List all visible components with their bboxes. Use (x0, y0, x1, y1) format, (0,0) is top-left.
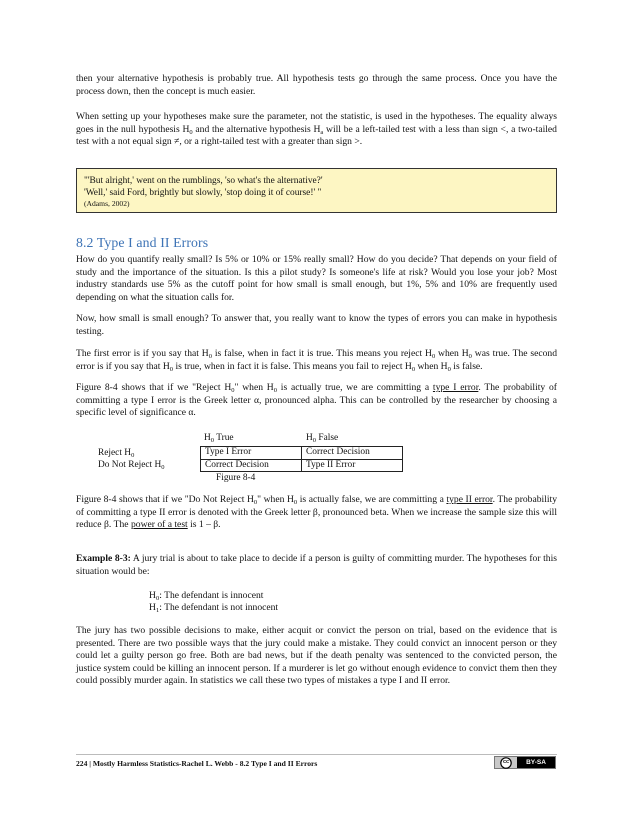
section-paragraph-4: Figure 8-4 shows that if we "Reject $H_0$" when $H_0$ is actually true, we are committing a type I error. The probability of committing a type I error is the Greek letter α, pronounced alpha. This can be controlled by the researcher by choosing a specific level of significance α. (76, 382, 558, 419)
table-cell: Type I Error (201, 447, 302, 460)
figure-caption: Figure 8-4 (216, 473, 256, 483)
figure-row-label-do-not-reject: Do Not Reject $H_0$ (98, 460, 165, 471)
error-table (200, 446, 403, 472)
table-row (201, 447, 403, 460)
alternative-hypothesis: $H_1$: The defendant is not innocent (149, 602, 279, 614)
cc-license-badge[interactable] (494, 756, 556, 769)
table-row (201, 459, 403, 472)
type-i-error-link[interactable]: type I error (432, 382, 479, 393)
example-label: Example 8-3: (76, 553, 131, 564)
figure-col-header-false: $H_0$ False (306, 433, 339, 444)
quote-citation: (Adams, 2002) (84, 199, 130, 208)
type-ii-error-link[interactable]: type II error (446, 494, 493, 505)
example-paragraph: Example 8-3: A jury trial is about to take place to decide if a person is guilty of committing murder. The hypotheses for this situation would be: (76, 553, 557, 577)
hypotheses-paragraph: When setting up your hypotheses make sure the parameter, not the statistic, is used in the hypotheses. The equality always goes in the null hypothesis $H_0$ and the alternative hypothesis $H_a$ will be a left-tailed test with a less than sign <, a two-tailed test with a not equal sign ≠, or a right-tailed test with a greater than sign >. (76, 111, 557, 148)
table-cell: Correct Decision (302, 447, 403, 460)
section-paragraph-2: Now, how small is small enough? To answer that, you really want to know the types of errors you can make in hypothesis testing. (76, 313, 557, 337)
null-hypothesis: $H_0$: The defendant is innocent (149, 590, 264, 602)
footer-divider (76, 754, 557, 755)
section-paragraph-5: Figure 8-4 shows that if we "Do Not Reject $H_0$" when $H_0$ is actually false, we are committing a type II error. The probability of committing a type II error is denoted with the Greek letter β, pronounced beta. When we increase the sample size this will reduce β. The power of a test is 1 – β. (76, 494, 557, 531)
quote-line-1: "'But alright,' went on the rumblings, 'so what's the alternative?' (84, 176, 323, 186)
figure-row-label-reject: Reject $H_0$ (98, 448, 135, 459)
quote-line-2: 'Well,' said Ford, brightly but slowly, 'stop doing it of course!' " (84, 187, 322, 198)
power-of-a-test-link[interactable]: power of a test (130, 519, 188, 531)
intro-paragraph: then your alternative hypothesis is probably true. All hypothesis tests go through the same process. Once you have the process down, then the concept is much easier. (76, 73, 557, 97)
page-footer: 224 | Mostly Harmless Statistics-Rachel L. Webb - 8.2 Type I and II Errors (76, 759, 318, 768)
quote-box (76, 168, 557, 213)
example-paragraph-2: The jury has two possible decisions to make, either acquit or convict the person on trial, based on the evidence that is presented. There are two possible ways that the jury could make a mistake. They could convict an innocent person or they could let a guilty person go free. Both are bad news, but if the death penalty was sentenced to the convicted person, the justice system could be killing an innocent person. If a murderer is let go without enough evidence to convict them then they could possibly murder again. In statistics we call these two types of mistakes a type I and II error. (76, 625, 557, 687)
section-paragraph-1: How do you quantify really small? Is 5% or 10% or 15% really small? How do you decide? That depends on your field of study and the importance of the situation. Is this a pilot study? Is someone's life at risk? Would you lose your job? Most industry standards use 5% as the cutoff point for how small is small enough, but 1%, 5% and 10% are frequently used depending on what the situation calls for. (76, 254, 557, 303)
cc-icon: cc (495, 757, 517, 768)
table-cell: Type II Error (302, 459, 403, 472)
section-heading: 8.2 Type I and II Errors (76, 235, 209, 250)
figure-col-header-true: $H_0$ True (204, 433, 234, 444)
table-cell: Correct Decision (201, 459, 302, 472)
section-paragraph-3: The first error is if you say that $H_0$ is false, when in fact it is true. This means you reject $H_0$ when $H_0$ was true. The second error is if you say that $H_0$ is true, when in fact it is false. This means you fail to reject $H_0$ when $H_0$ is false. (76, 348, 558, 373)
cc-by-sa-label: BY-SA (526, 759, 546, 766)
